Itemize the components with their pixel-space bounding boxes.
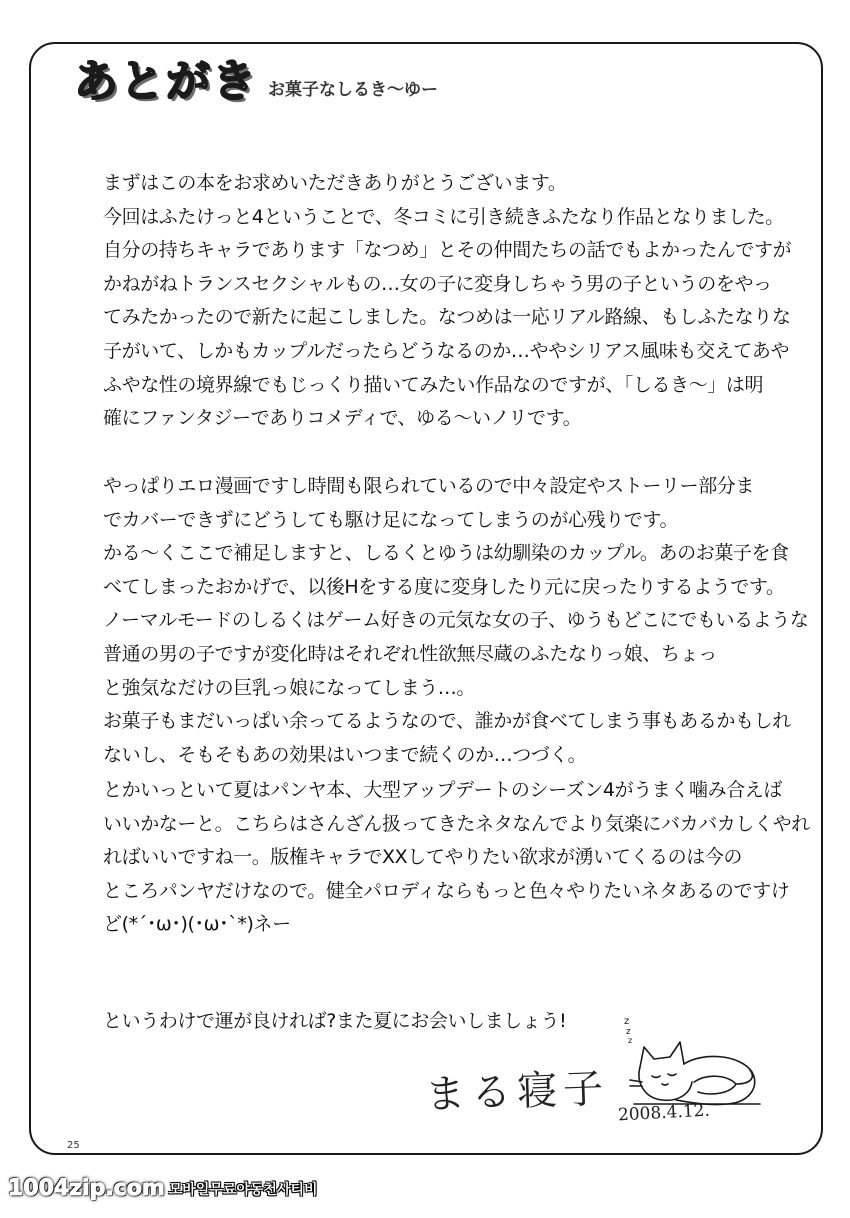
afterword-heading: [74, 56, 438, 107]
author-signature: まる寝子: [424, 1065, 610, 1119]
text-line: いいかなーと。こちらはさんざん扱ってきたネタなんでより気楽にバカバカしくやれ: [103, 812, 810, 835]
text-line: 普通の男の子ですが変化時はそれぞれ性欲無尽蔵のふたなりっ娘、ちょっ: [103, 642, 717, 665]
text-line: お菓子もまだいっぱい余ってるようなので、誰かが食べてしまう事もあるかもしれ: [103, 710, 791, 733]
text-line: ノーマルモードのしるくはゲーム好きの元気な女の子、ゆうもどこにでもいるような: [103, 609, 809, 632]
page-subtitle: お菓子なしるき～ゆー: [268, 80, 438, 100]
text-line: とかいっといて夏はパンヤ本、大型アップデートのシーズン4がうまく噛み合えば: [103, 779, 783, 801]
text-line: 確にファンタジーでありコメディで、ゆる～いノリです。: [103, 407, 582, 430]
paragraph-story: [103, 470, 809, 772]
svg-text:z: z: [624, 1016, 630, 1027]
text-line: ればいいですね一。版権キャラでXXしてやりたい欲求が湧いてくるのは今の: [103, 846, 743, 869]
text-line: てみたかったので新たに起こしました。なつめは一応リアル路線、もしふたなりな: [103, 306, 791, 329]
paragraph-intro: [103, 167, 792, 436]
site-watermark: [8, 1176, 318, 1201]
text-line: ふやな性の境界線でもじっくり描いてみたい作品なのですが、「しるき～」は明: [103, 373, 764, 396]
text-line: と強気なだけの巨乳っ娘になってしまう…。: [103, 676, 476, 699]
text-line: かる～くここで補足しますと、しるくとゆうは幼馴染のカップル。あのお菓子を食: [103, 542, 789, 565]
text-line: 子がいて、しかもカップルだったらどうなるのか…ややシリアス風味も交えてあや: [103, 339, 790, 362]
text-line: かねがねトランスセクシャルもの…女の子に変身しちゃう男の子というのをやっ: [103, 272, 772, 295]
page-number: 25: [67, 1140, 80, 1151]
text-line: べてしまったおかげで、以後Hをする度に変身したり元に戻ったりするようです。: [103, 575, 785, 598]
svg-text:z: z: [626, 1027, 631, 1037]
svg-text:z: z: [628, 1036, 633, 1045]
text-line: まずはこの本をお求めいただきありがとうございます。: [103, 172, 567, 194]
text-line: やっぱりエロ漫画ですし時間も限られているので中々設定やストーリー部分ま: [103, 475, 755, 497]
text-line: ところパンヤだけなので。健全パロディならもっと色々やりたいネタあるのですけ: [103, 879, 790, 902]
text-line: ど(*´･ω･)(･ω･`*)ネー: [103, 913, 291, 936]
text-line: 今回はふたけっと4ということで、冬コミに引き続きふたなり作品となりました。: [103, 205, 784, 228]
text-line: というわけで運が良ければ?また夏にお会いしましょう!: [103, 1010, 567, 1032]
text-line: でカバーできずにどうしても駆け足になってしまうのが心残りです。: [103, 508, 679, 531]
page-title: あとがき: [74, 56, 258, 107]
watermark-text: 모바일무료야동천사티비: [168, 1181, 318, 1198]
watermark-logo: 1004zip.com: [8, 1176, 165, 1201]
sleeping-cat-illustration: [610, 1012, 770, 1112]
text-line: 自分の持ちキャラであります「なつめ」とその仲間たちの話でもよかったんですが: [103, 239, 792, 262]
signature-date: 2008.4.12.: [617, 1100, 711, 1126]
paragraph-plans: [103, 774, 810, 942]
text-line: ないし、そもそもあの効果はいつまで続くのか…つづく。: [103, 743, 587, 766]
